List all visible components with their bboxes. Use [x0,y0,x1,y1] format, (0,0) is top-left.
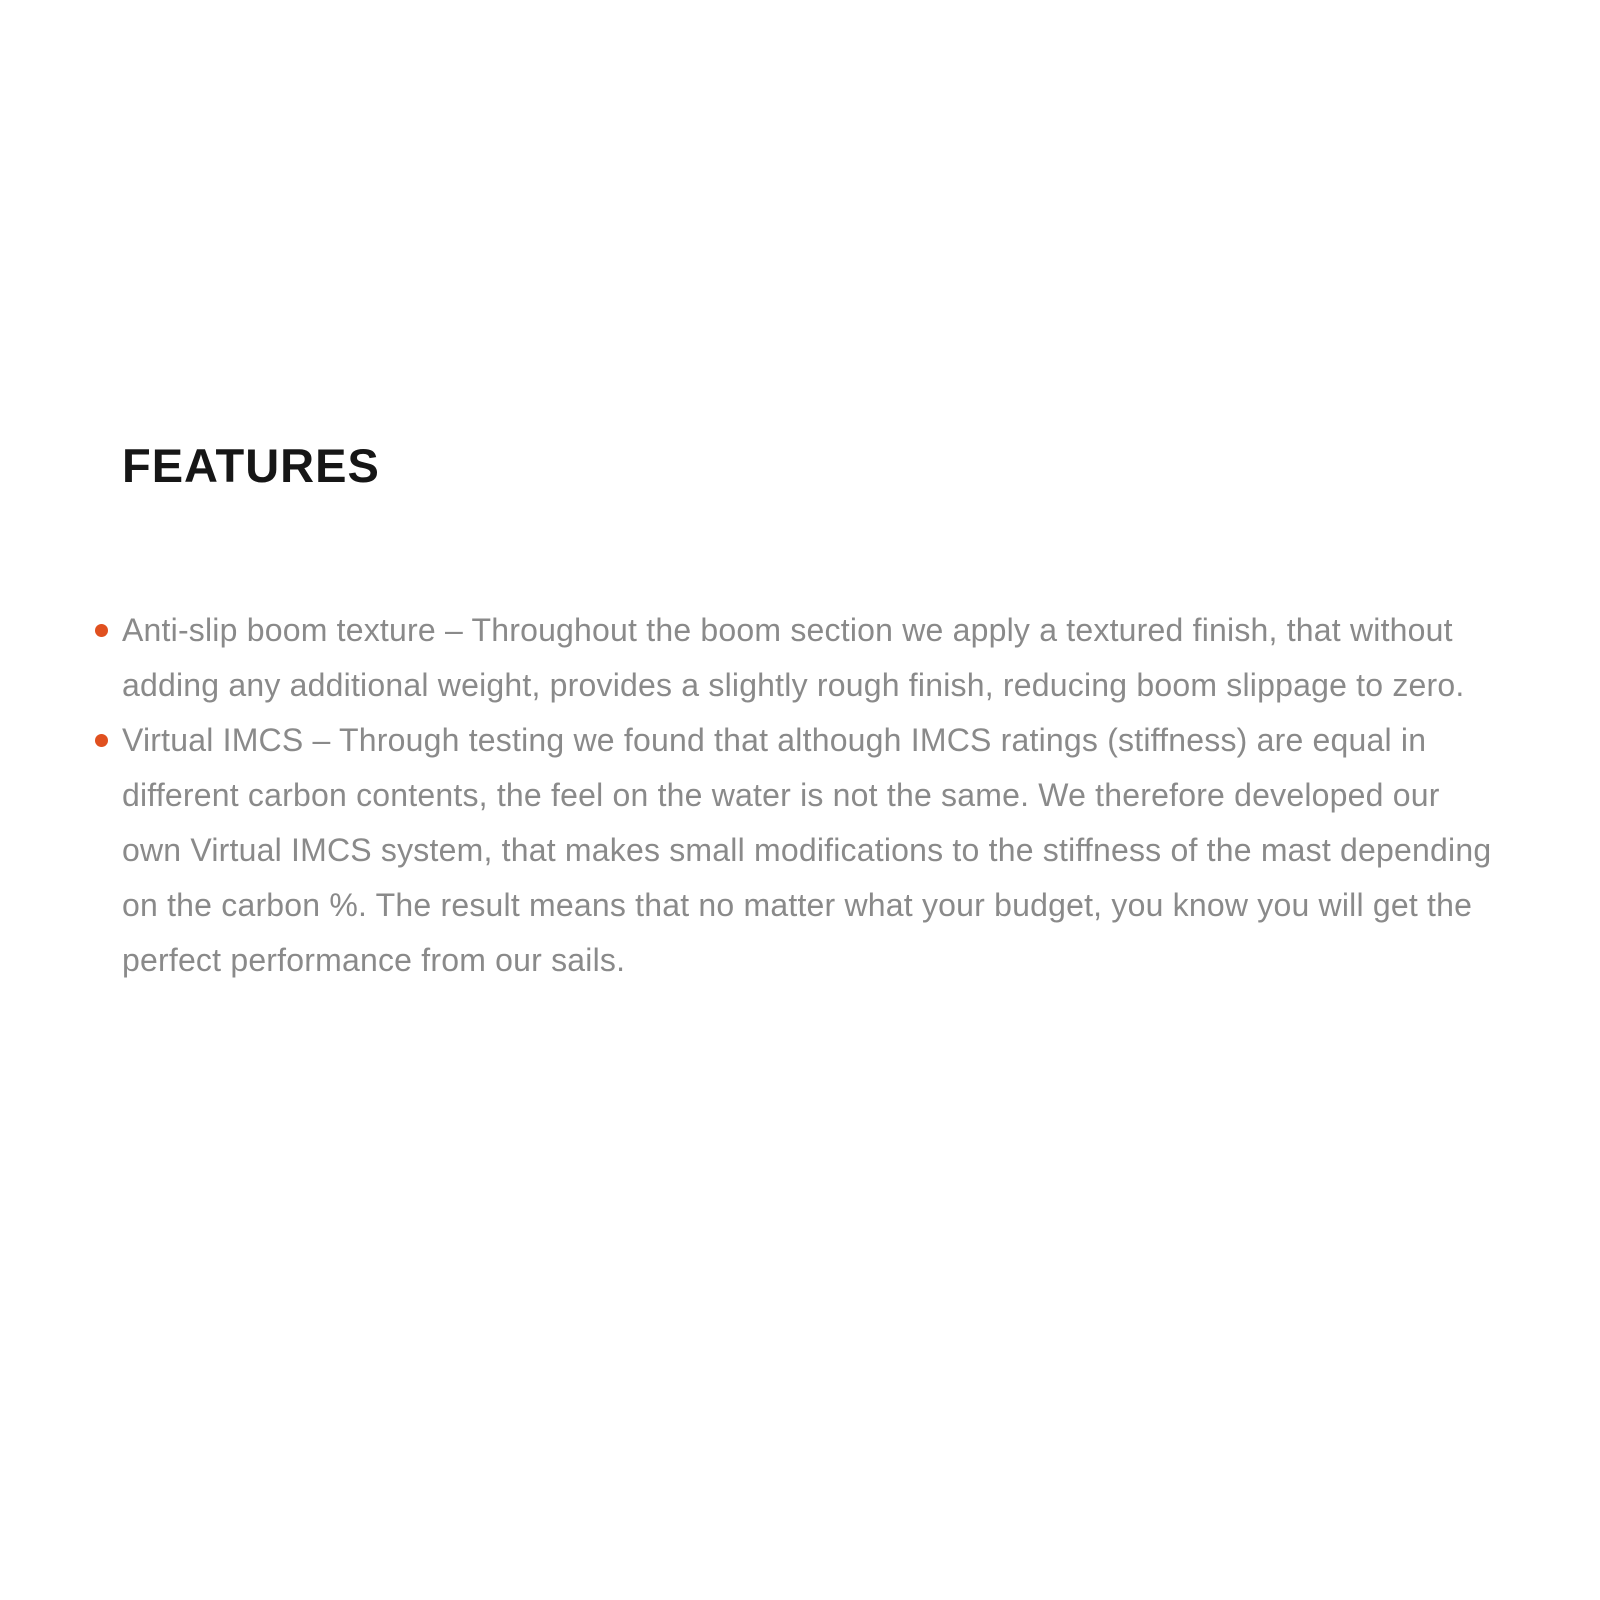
feature-item-anti-slip [122,603,1495,713]
features-heading: FEATURES [122,439,380,492]
bullet-dot-icon [95,734,108,747]
features-list [122,603,1495,988]
bullet-dot-icon [95,624,108,637]
feature-item-text: Virtual IMCS – Through testing we found that although IMCS ratings (stiffness) are equal in different carbon contents, the feel on the water is not the same. We therefore developed our own Virtual IMCS system, that makes small modifications to the stiffness of the mast depending on the carbon %. The result means that no matter what your budget, you know you will get the perfect performance from our sails. [122,722,1492,978]
feature-item-virtual-imcs [122,713,1495,988]
feature-item-text: Anti-slip boom texture – Throughout the boom section we apply a textured finish, that without adding any additional weight, provides a slightly rough finish, reducing boom slippage to zero. [122,612,1465,703]
